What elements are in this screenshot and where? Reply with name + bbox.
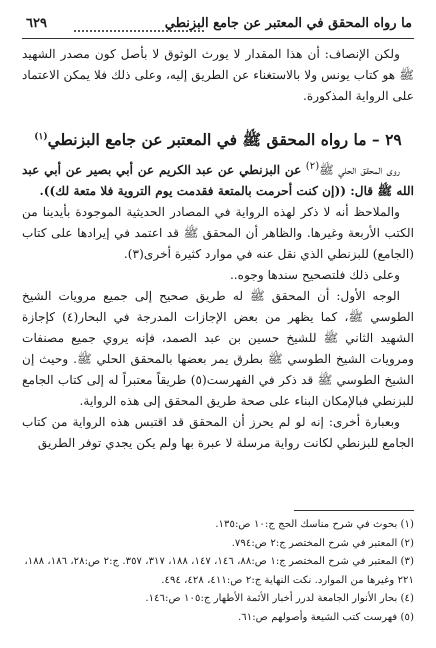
running-title: ما رواه المحقق في المعتبر عن جامع البزنطي: [164, 16, 412, 31]
first-aspect-paragraph: الوجه الأول: أن المحقق ﷺ له طريق صحيح إلى جميع مرويات الشيخ الطوسي ﷺ، كما يظهر من بعض الإجازات المدرجة في البحار(٤) كإجازة الشهيد الثاني ﷺ للشيخ حسين بن عبد الصمد، فإنه يروي جميع مصنفات ومرويات الشيخ الطوسي ﷺ بطرق يمر بعضها بالمحقق الحلي ﷺ. وحيث إن الشيخ الطوسي ﷺ قد ذكر في الفهرست(٥) طريقاً معتبراً له إلى كتاب الجامع للبزنطي فبالإمكان البناء على صحة طريق المحقق إلى هذه الرواية.: [22, 289, 414, 409]
footnote-5: (٥) فهرست كتب الشيعة وأصولهم ص:٦١.: [238, 611, 414, 623]
narration-lead: روى المحقق الحلي ﷺ: [319, 163, 401, 178]
section-heading: [22, 125, 414, 152]
aspects-intro-paragraph: وعلى ذلك فلتصحيح سندها وجوه..: [229, 268, 400, 283]
page-number: ٦٢٩: [26, 16, 47, 31]
intro-paragraph: ولكن الإنصاف: أن هذا المقدار لا يورث الوثوق لا بأصل كون مصدر الشهيد ﷺ هو كتاب يونس ولا بالاستغناء عن الطريق إليه، وعلى ذلك فلا يمكن الاعتماد على الرواية المذكورة.: [22, 47, 414, 103]
footnote-separator: [294, 510, 414, 511]
footnotes: [22, 516, 414, 627]
main-text: [22, 44, 414, 454]
heading-footnote-ref: (١): [34, 132, 48, 142]
narration-footnote-ref: (٢): [305, 161, 320, 173]
dotted-leader: [74, 30, 204, 32]
section-heading-text: ٢٩ – ما رواه المحقق ﷺ في المعتبر عن جامع البزنطي: [47, 130, 402, 150]
footnote-3: (٣) المعتبر في شرح المختصر ج:١ ص:٨٨، ١٤٦، ١٤٧، ١٨٨، ٣١٧، ٣٥٧. ج:٢ ص:٢٨، ١٨٦، ١٨٨، ٢٢١ وغيرها من الموارد. نكت النهاية ج:٢ ص:٤١١، ٤٢٨، ٤٩٤.: [24, 556, 414, 586]
alternative-phrasing-paragraph: وبعبارة أخرى: إنه لو لم يحرز أن المحقق قد اقتبس هذه الرواية من كتاب الجامع للبزنطي لكانت رواية مرسلة لا عبرة بها ولم يكن يجدي توفر الطريق: [22, 415, 414, 451]
narration-paragraph: [22, 156, 414, 202]
footnote-2: (٢) المعتبر في شرح المختصر ج:٢ ص:٧٩٤.: [231, 537, 414, 549]
narration-text: عن البزنطي عن عبد الكريم عن أبي بصير عن أبي عبد الله ﷺ قال: ((إن كنت أحرمت بالمتعة فقدمت يوم التروية فلا متعة لك)).: [22, 163, 414, 199]
observation-paragraph: والملاحظ أنه لا ذكر لهذه الرواية في المصادر الحديثية الموجودة بأيدينا من الكتب الأربعة وغيرها. والظاهر أن المحقق ﷺ قد اعتمد في إيرادها على كتاب (الجامع) للبزنطي الذي نقل عنه في موارد كثيرة أخرى(٣).: [22, 205, 414, 262]
running-header: [22, 14, 414, 39]
footnote-4: (٤) بحار الأنوار الجامعة لدرر أخبار الأئمة الأطهار ج:١٠٥ ص:١٤٦.: [145, 593, 414, 604]
footnote-1: (١) بحوث في شرح مناسك الحج ج:١٠ ص:١٣٥.: [215, 519, 414, 530]
